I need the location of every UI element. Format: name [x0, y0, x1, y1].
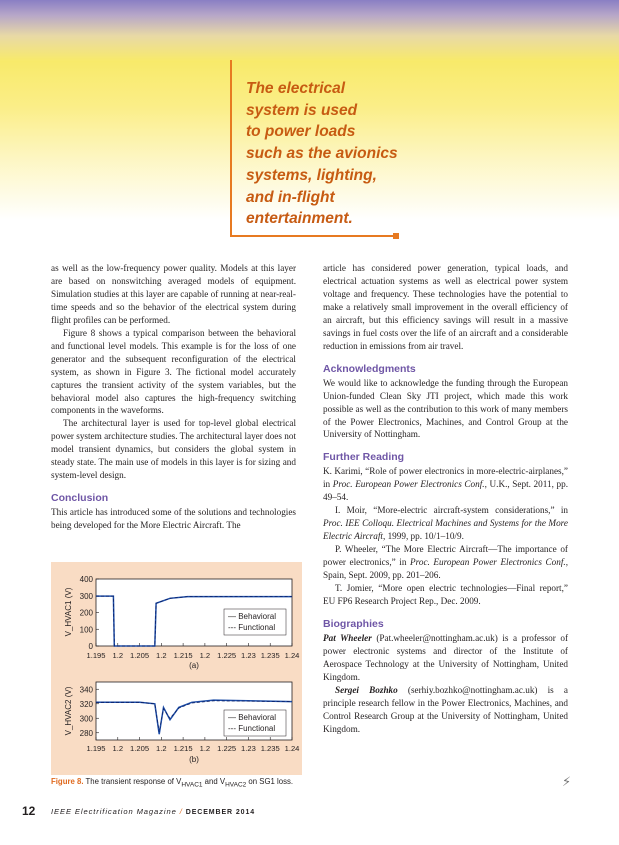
legend-entry: --- Functional [228, 724, 276, 733]
pull-quote [230, 60, 402, 236]
x-tick-label: 1.215 [173, 651, 193, 660]
pull-quote-line: and in-flight [246, 188, 335, 206]
x-tick-label: 1.195 [86, 744, 106, 753]
paragraph: article has considered power generation, typical loads, and electrical actuation systems as well as electrical power system voltage and frequency. These technologies have the potential to make a relatively small improvement in the overall efficiency of an aircraft, but this efficiency savings will result in a massive savings in fuel costs over the life of an aircraft and a considerable reduction in emissions from air travel. [323, 263, 568, 351]
pull-quote-text [246, 78, 416, 230]
y-axis-label: V_HVAC2 (V) [64, 686, 73, 736]
reference-item [323, 465, 568, 504]
biography [323, 684, 568, 736]
paragraph: Figure 8 shows a typical comparison between the behavioral and functional level models. This example is for the loss of one generator and the subsequent reconfiguration of the electrical system, as shown in Figure 3. The fictional model accurately captures the transient activity of the system variables, but the behavioral model also captures the high-frequency switching components in the waveforms. [51, 327, 296, 416]
page-number: 12 [22, 804, 36, 818]
figure-8-chart [51, 562, 302, 775]
y-tick-label: 0 [88, 642, 93, 651]
y-tick-label: 100 [79, 625, 93, 635]
y-tick-label: 400 [79, 575, 93, 584]
ref-text: , 1999, pp. 10/1–10/9. [382, 531, 464, 542]
y-tick-label: 300 [79, 591, 93, 601]
ref-venue: Proc. IEE Colloqu. Electrical Machines and Systems for the More Electric Aircraft [323, 518, 568, 542]
magazine-name: IEEE Electrification Magazine [51, 807, 177, 816]
biography [323, 632, 568, 684]
conclusion-heading: Conclusion [51, 492, 109, 505]
pull-quote-line: such as the avionics [246, 145, 398, 163]
caption-text: and V [202, 777, 226, 786]
x-tick-label: 1.225 [217, 651, 237, 660]
x-tick-label: 1.195 [86, 651, 106, 660]
pull-quote-line: systems, lighting, [246, 166, 377, 184]
pull-quote-line: The electrical [246, 80, 346, 97]
ref-text: , U.K., Sept. 2011, pp. 49–54. [323, 479, 568, 503]
ref-text: T. Jomier, “More open electric technologies—Final report,” EU FP6 Research Project Rep., Dec. 2009. [323, 583, 568, 606]
biographies-heading: Biographies [323, 617, 384, 630]
paragraph: This article has introduced some of the solutions and technologies being developed for the More Electric Aircraft. The [51, 507, 296, 531]
x-tick-label: 1.235 [260, 651, 280, 660]
legend-entry: --- Functional [228, 623, 276, 632]
bio-text: (Pat.wheeler@nottingham.ac.uk) is a professor of power electronic systems and director of the Institute of Aerospace Technology at the University of Nottingham, United Kingdom. [323, 632, 569, 682]
lightning-bolt-icon: ⚡︎ [562, 774, 572, 789]
acknowledgments-heading: Acknowledgments [323, 362, 416, 375]
panel-label: (a) [189, 661, 199, 670]
pull-quote-line: to power loads [246, 123, 356, 141]
issue-date: DECEMBER 2014 [185, 809, 256, 816]
x-tick-label: 1.2 [112, 651, 124, 660]
paragraph: as well as the low-frequency power quality. Models at this layer are based on nonswitching averaged models of equipment. Simulation studies at this layer are capable of running at near-real-time speeds and so the behavior of the electrical system during flight profiles can be performed. [51, 263, 296, 325]
pull-quote-line: entertainment. [246, 210, 353, 228]
paragraph: We would like to acknowledge the funding through the European Union-funded Clean Sky JTI project, which made this work possible as well as the contribution to this work of many members of the Power Electronics, Machines, and Control Group at the University of Nottingham. [323, 377, 568, 440]
left-column [51, 262, 296, 532]
reference-item [323, 582, 568, 608]
further-reading-heading: Further Reading [323, 451, 405, 464]
x-tick-label: 1.2 [112, 744, 124, 753]
y-tick-label: 340 [79, 685, 93, 695]
author-name: Sergei Bozhko [335, 684, 398, 695]
reference-item [323, 504, 568, 543]
ref-text: P. Wheeler, “The More Electric Aircraft—The importance of power electronics,” in [323, 544, 568, 568]
footer-separator: / [176, 807, 186, 816]
running-footer [51, 807, 255, 816]
x-tick-label: 1.23 [241, 744, 256, 753]
x-tick-label: 1.2 [199, 651, 211, 660]
caption-text: The transient response of V [83, 777, 182, 786]
y-tick-label: 300 [79, 714, 93, 724]
pull-quote-dot [393, 233, 399, 239]
pull-quote-line: system is used [246, 101, 358, 119]
figure-label: Figure 8. [51, 777, 84, 786]
ref-text: I. Moir, “More-electric aircraft-system considerations,” in [335, 505, 568, 516]
figure-caption [51, 777, 313, 791]
x-tick-label: 1.24 [284, 651, 300, 660]
y-axis-label: V_HVAC1 (V) [64, 587, 73, 637]
x-tick-label: 1.235 [260, 744, 280, 753]
caption-sub: HVAC2 [225, 781, 247, 789]
figure-8 [51, 562, 302, 775]
ref-venue: Proc. European Power Electronics Conf. [332, 479, 485, 490]
x-tick-label: 1.23 [241, 651, 256, 660]
author-name: Pat Wheeler [323, 632, 372, 643]
x-tick-label: 1.24 [284, 744, 300, 753]
legend-entry: — Behavioral [228, 713, 277, 722]
y-tick-label: 200 [79, 608, 93, 618]
x-tick-label: 1.205 [130, 651, 150, 660]
x-tick-label: 1.205 [130, 744, 150, 753]
x-tick-label: 1.2 [156, 744, 167, 753]
pull-quote-rule [230, 235, 394, 237]
ref-text: K. Karimi, “Role of power electronics in more-electric-airplanes,” in [323, 466, 568, 490]
legend-entry: — Behavioral [228, 612, 277, 621]
ref-text: , Spain, Sept. 2009, pp. 201–206. [323, 557, 568, 581]
right-column [323, 262, 568, 736]
caption-text: on SG1 loss. [246, 777, 294, 786]
x-tick-label: 1.2 [156, 651, 167, 660]
panel-label: (b) [189, 755, 199, 764]
reference-item [323, 543, 568, 582]
y-tick-label: 320 [79, 699, 93, 709]
x-tick-label: 1.225 [217, 744, 237, 753]
paragraph: The architectural layer is used for top-level global electrical power system architecture studies. The architectural layer does not model transient dynamics, but considers the global system in steady state. The main use of models in this layer is for sizing and system-level design. [51, 418, 296, 481]
x-tick-label: 1.2 [199, 744, 211, 753]
ref-venue: Proc. European Power Electronics Conf. [410, 557, 566, 568]
caption-sub: HVAC1 [181, 781, 203, 789]
y-tick-label: 280 [79, 728, 93, 738]
x-tick-label: 1.215 [173, 744, 193, 753]
bio-text: (serhiy.bozhko@nottingham.ac.uk) is a principle research fellow in the Power Electronics, Machines, and Control Research Group at the University of Nottingham, United Kingdom. [323, 684, 568, 734]
